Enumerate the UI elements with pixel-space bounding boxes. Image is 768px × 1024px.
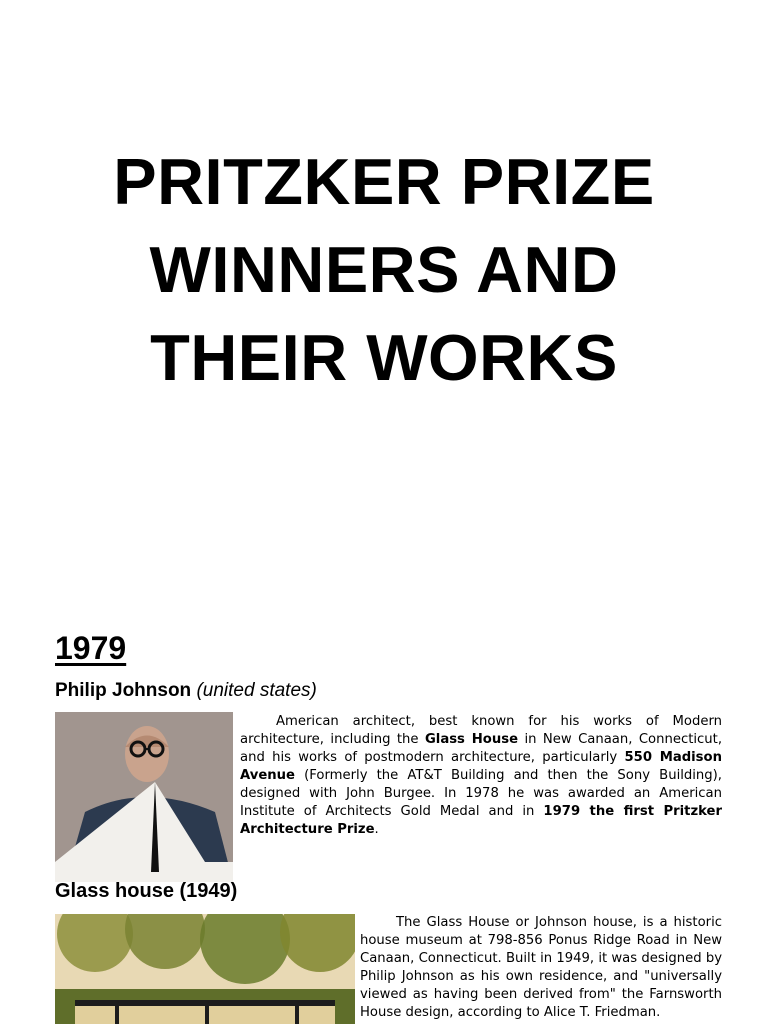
bio-bold-madison: 550 Madison Avenue [240, 750, 722, 783]
title-line-2: WINNERS AND [149, 233, 619, 306]
year-heading: 1979 [55, 630, 127, 666]
glass-house-description [360, 914, 722, 1022]
bio-text-4: . [374, 822, 379, 837]
architect-portrait-photo [55, 712, 233, 882]
architect-country: (united states) [196, 680, 317, 701]
architect-heading [55, 680, 317, 702]
bio-text-3: (Formerly the AT&T Building and then the Sony Building), designed with John Burgee. In 1978 he was awarded an American Institute of Architects Gold Medal and in [240, 768, 722, 819]
bio-text-2: in New Canaan, Connecticut, and his works of postmodern architecture, particularly [240, 732, 723, 765]
architect-bio [240, 713, 722, 839]
bio-bold-prize: 1979 the first Pritzker Architecture Prize [240, 804, 722, 837]
work-heading: Glass house (1949) [55, 880, 238, 902]
title-line-3: THEIR WORKS [150, 321, 618, 394]
architect-name: Philip Johnson [55, 680, 192, 701]
glass-house-text: The Glass House or Johnson house, is a historic house museum at 798-856 Ponus Ridge Road in New Canaan, Connecticut. Built in 1949, it was designed by Philip Johnson as his own residence, and "universally viewed as having been derived from" the Farnsworth House design, according to Alice T. Friedman. [360, 915, 722, 1020]
glass-house-photo [55, 914, 355, 1024]
title-line-1: PRITZKER PRIZE [113, 145, 655, 218]
bio-text-1: American architect, best known for his works of Modern architecture, including the [240, 714, 722, 747]
bio-bold-glass-house: Glass House [424, 732, 519, 747]
page-title [0, 138, 768, 402]
